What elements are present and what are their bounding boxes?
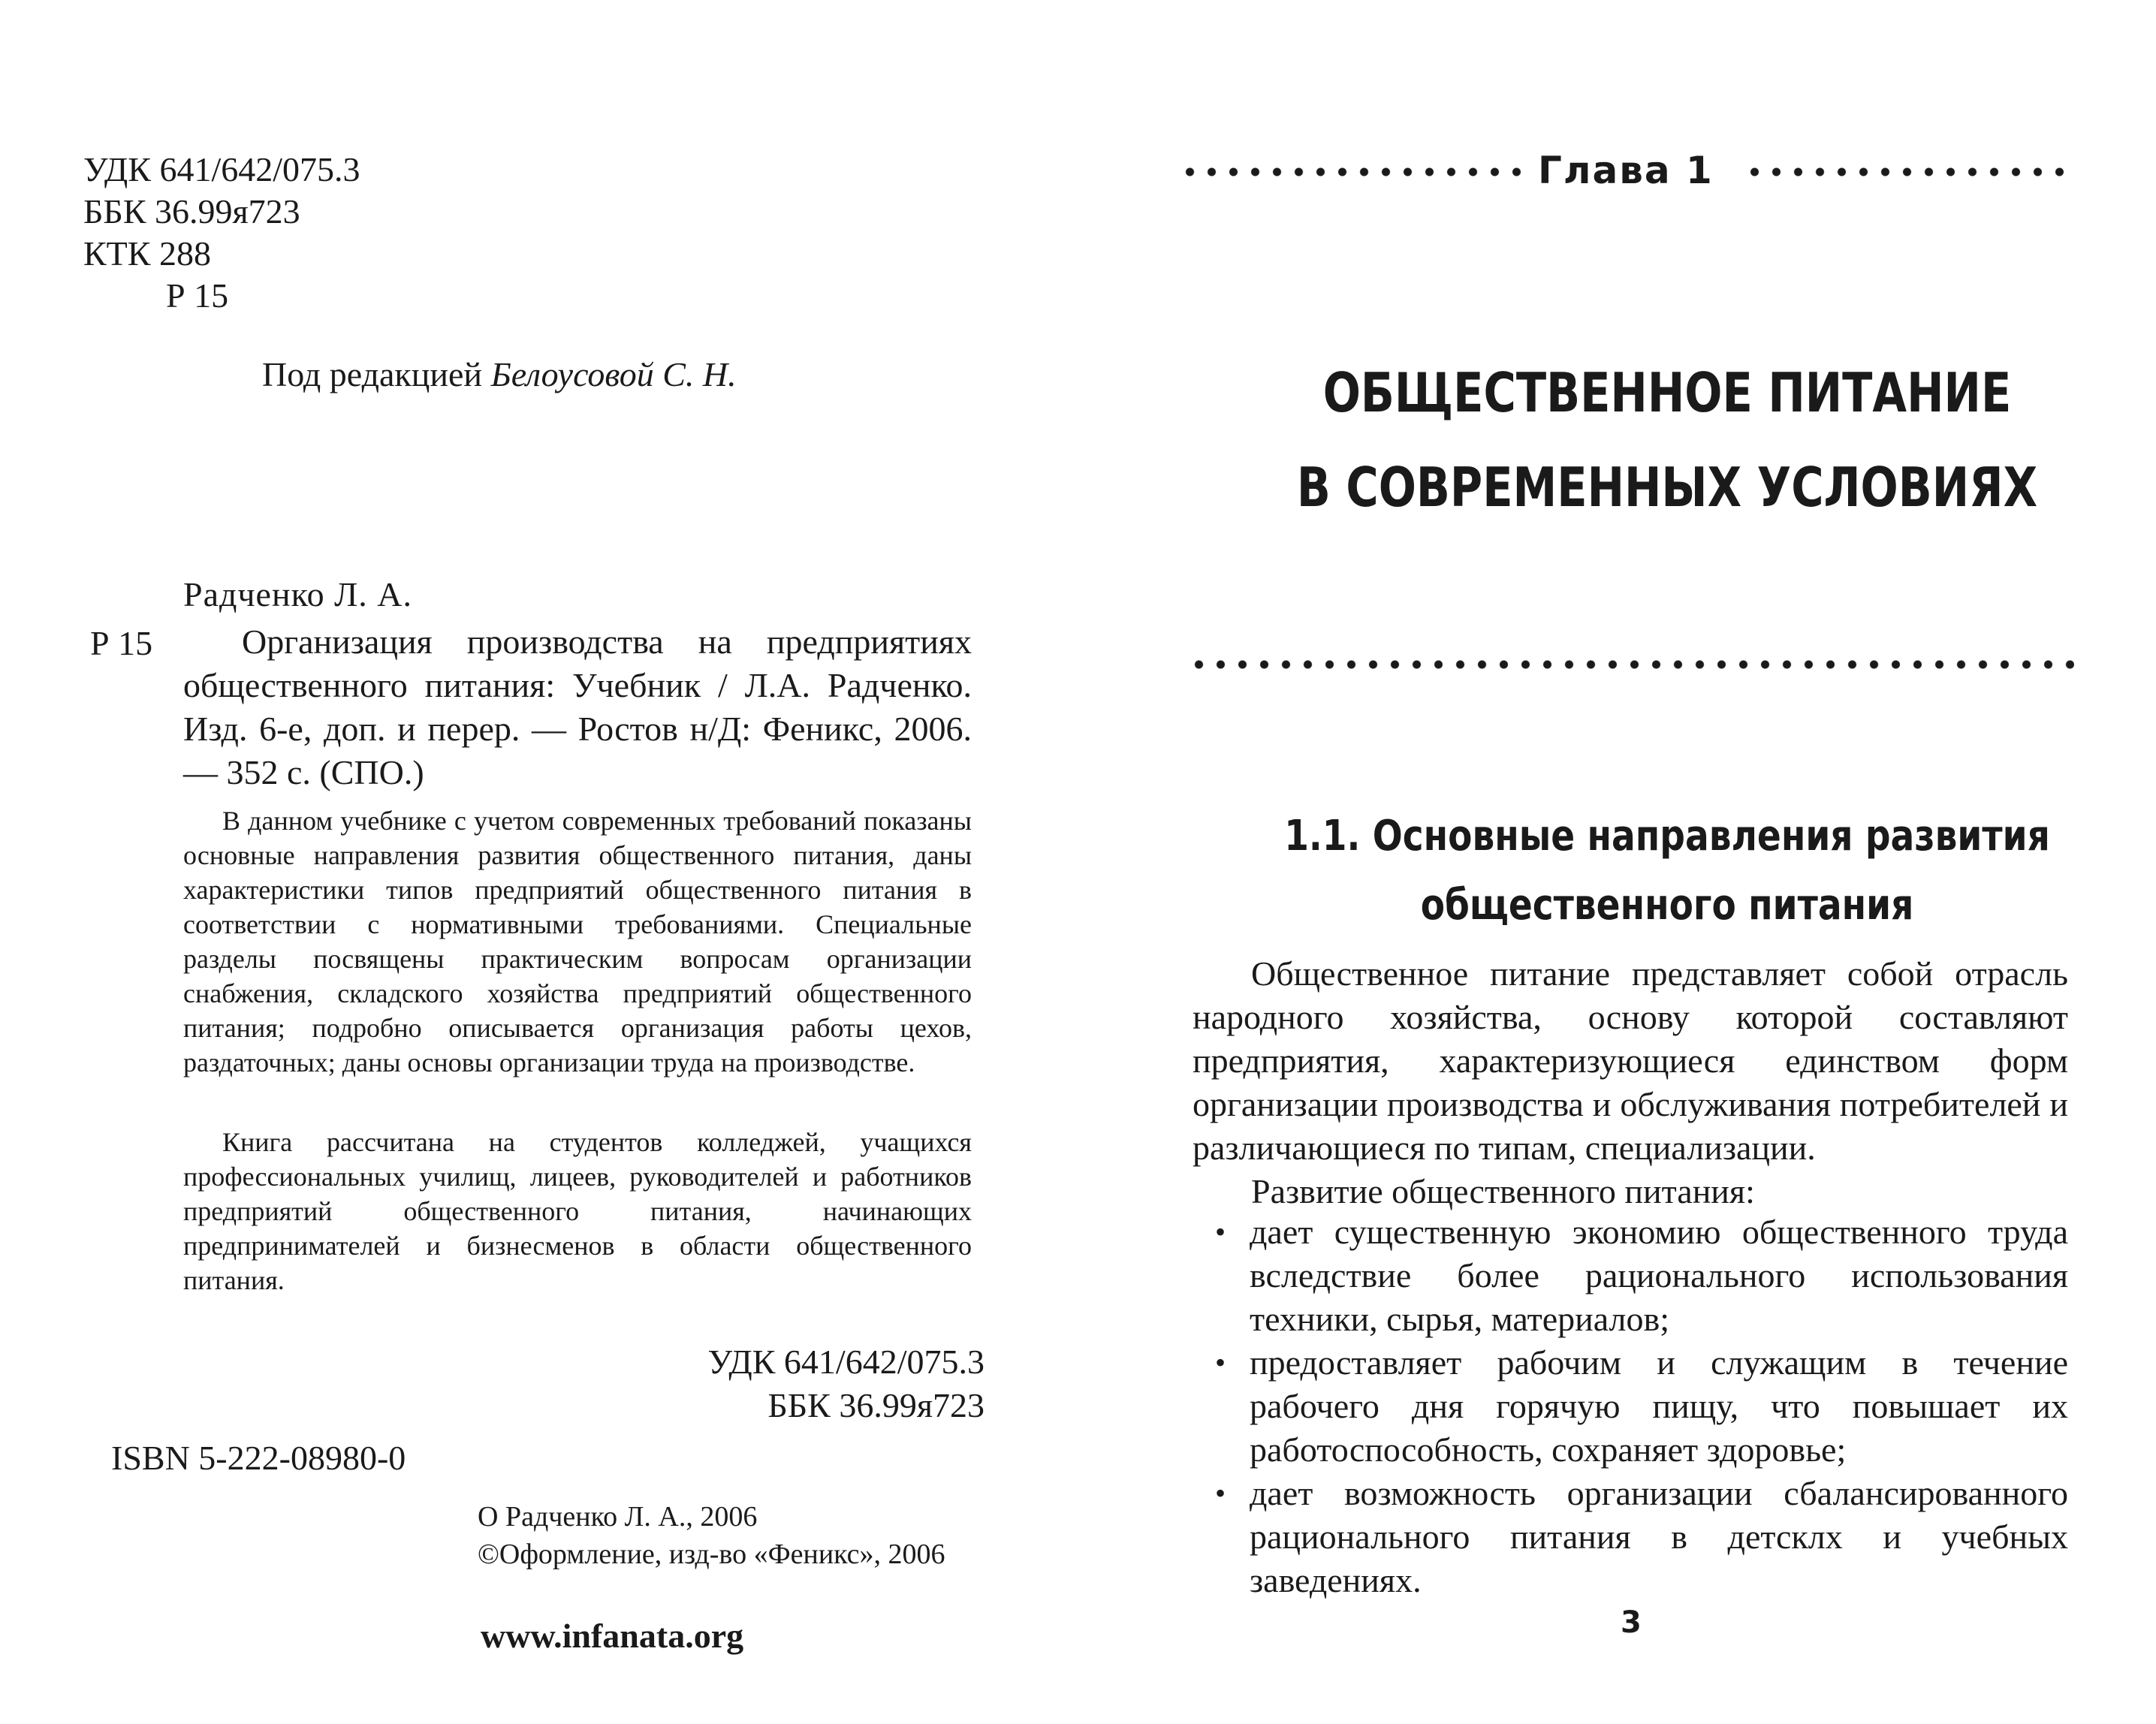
- chapter-title-line: ОБЩЕСТВЕННОЕ ПИТАНИЕ: [1322, 361, 2012, 424]
- author-name: Радченко Л. А.: [183, 575, 413, 613]
- dotted-rule-left: [1179, 167, 1523, 177]
- benefits-list: [1215, 1210, 2068, 1602]
- section-heading-line: 1.1. Основные направления развития: [1284, 812, 2050, 860]
- bbk-bottom-line: ББК 36.99я723: [767, 1386, 985, 1424]
- list-item-text: дает возможность организации сбалансированного рационального питания в детсклх и учебных заведениях.: [1250, 1474, 2068, 1599]
- isbn: ISBN 5-222-08980-0: [111, 1439, 406, 1477]
- copyright-author: О Радченко Л. А., 2006: [478, 1501, 758, 1533]
- copyright-block: [478, 1498, 945, 1573]
- bbk-line: ББК 36.99я723: [83, 192, 300, 231]
- bullet-marker: •: [1215, 1215, 1226, 1249]
- catalog-code: Р 15: [90, 624, 153, 662]
- list-item: [1215, 1472, 2068, 1602]
- udk-bottom-line: УДК 641/642/075.3: [707, 1343, 985, 1381]
- list-item: [1215, 1210, 2068, 1341]
- chapter-title: [1286, 345, 2049, 535]
- dotted-rule-divider: [1188, 659, 2074, 670]
- bullet-marker: •: [1215, 1476, 1226, 1510]
- abstract-paragraph: В данном учебнике с учетом современных требований показаны основные направления развития общественного питания, даны характеристики типов предприятий общественного питания в соответствии с нормативными требованиями. Специальные разделы посвящены практическим вопросам организации снабжения, складского хозяйства предприятий общественного питания; подробно описывается организация работы цехов, раздаточных; даны основы организации труда на производстве.: [183, 806, 972, 1078]
- editor-credit: [262, 354, 737, 394]
- editor-name: Белоусовой С. Н.: [490, 355, 737, 393]
- audience-paragraph: Книга рассчитана на студентов колледжей, учащихся профессиональных училищ, лицеев, руководителей и работников предприятий общественного питания, начинающих предпринимателей и бизнесменов в области общественного питания.: [183, 1127, 972, 1295]
- section-heading-line: общественного питания: [1420, 881, 1914, 930]
- udk-bottom-block: [707, 1340, 985, 1427]
- chapter-label: Глава 1: [1538, 149, 1714, 192]
- list-item: [1215, 1341, 2068, 1472]
- udk-classification-block: [83, 149, 360, 317]
- intro-paragraph: Общественное питание представляет собой отрасль народного хозяйства, основу которой составляют предприятия, характеризующиеся единством форм организации производства и обслуживания потребителей и различающиеся по типам, специализации.: [1193, 954, 2068, 1167]
- website-link[interactable]: www.infanata.org: [481, 1617, 744, 1655]
- bullet-marker: •: [1215, 1346, 1226, 1379]
- copyright-publisher: ©Оформление, изд-во «Феникс», 2006: [478, 1539, 945, 1570]
- page-number: 3: [1621, 1605, 1642, 1640]
- bibliographic-entry: Организация производства на предприятиях общественного питания: Учебник / Л.А. Радченко. Изд. 6-е, доп. и перер. — Ростов н/Д: Феникс, 2006. — 352 с. (СПО.): [183, 622, 972, 791]
- section-heading: [1276, 802, 2058, 940]
- dotted-rule-right: [1744, 167, 2074, 177]
- author-mark-line: Р 15: [166, 276, 229, 315]
- udk-line: УДК 641/642/075.3: [83, 150, 360, 188]
- list-intro: Развитие общественного питания:: [1251, 1172, 1755, 1210]
- editor-prefix: Под редакцией: [262, 355, 483, 393]
- list-item-text: дает существенную экономию общественного труда вследствие более рационального использования техники, сырья, материалов;: [1250, 1213, 2068, 1338]
- ktk-line: КТК 288: [83, 234, 211, 273]
- list-item-text: предоставляет рабочим и служащим в течение рабочего дня горячую пищу, что повышает их работоспособность, сохраняет здоровье;: [1250, 1343, 2068, 1469]
- chapter-title-line: В СОВРЕМЕННЫХ УСЛОВИЯХ: [1296, 456, 2038, 519]
